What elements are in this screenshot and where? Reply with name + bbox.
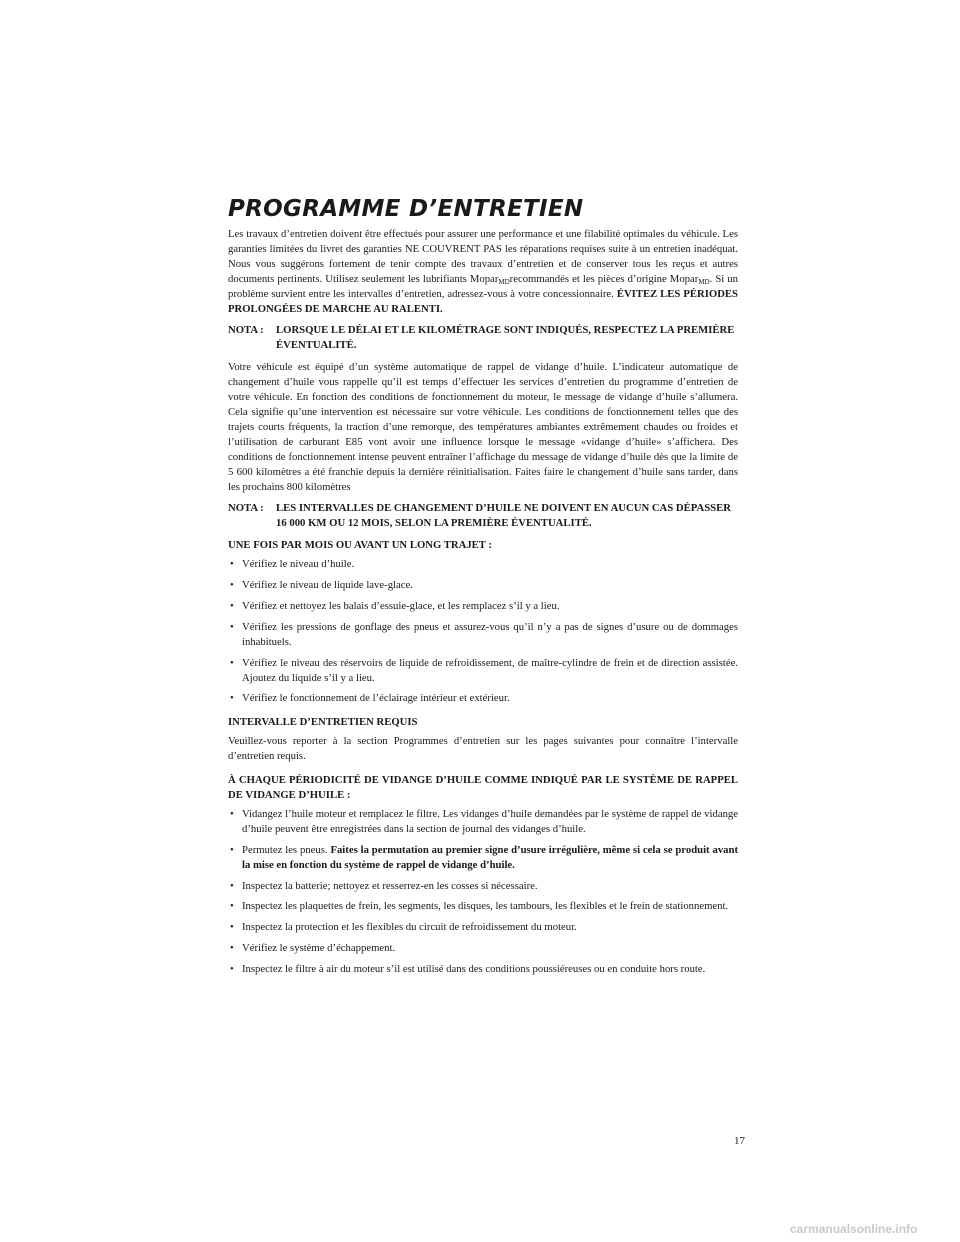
trademark-sub-1: MD: [498, 277, 510, 286]
list-item: [228, 599, 738, 614]
list-item-text: Vérifiez le système d’échappement.: [242, 942, 396, 955]
list-item: [228, 691, 738, 706]
list-item-text: Vérifiez le niveau des réservoirs de liquide de refroidissement, de maître-cylindre de frein et de direction assistée. Ajoutez du liquide s’il y a lieu.: [242, 656, 738, 684]
bullet-icon: •: [230, 579, 234, 592]
list-item: [228, 941, 738, 956]
page-title: PROGRAMME D’ENTRETIEN: [228, 196, 584, 222]
monthly-heading: UNE FOIS PAR MOIS OU AVANT UN LONG TRAJET :: [228, 539, 492, 552]
list-item-text: Vidangez l’huile moteur et remplacez le filtre. Les vidanges d’huile demandées par le système de rappel de vidange d’huile peuvent être enregistrées dans la section de journal des vidanges d’huile.: [242, 807, 738, 835]
list-item-text: Vérifiez le niveau d’huile.: [242, 558, 355, 571]
list-item: [228, 656, 738, 686]
bullet-icon: •: [230, 807, 234, 820]
list-item-text: Vérifiez le niveau de liquide lave-glace.: [242, 579, 413, 592]
bullet-icon: •: [230, 900, 234, 913]
nota-first-eventuality: [228, 323, 738, 353]
monthly-list: [228, 557, 738, 706]
interval-text: Veuillez-vous reporter à la section Programmes d’entretien sur les pages suivantes pour connaître l’intervalle d’entretien requis.: [228, 735, 738, 763]
nota-text: LORSQUE LE DÉLAI ET LE KILOMÉTRAGE SONT INDIQUÉS, RESPECTEZ LA PREMIÈRE ÉVENTUALITÉ.: [276, 324, 735, 352]
nota-label: NOTA :: [228, 324, 264, 337]
oil-change-heading: À CHAQUE PÉRIODICITÉ DE VIDANGE D’HUILE COMME INDIQUÉ PAR LE SYSTÈME DE RAPPEL DE VIDANGE D’HUILE :: [228, 774, 738, 801]
list-item: [228, 557, 738, 572]
bullet-icon: •: [230, 921, 234, 934]
trademark-sub-2: MD: [698, 277, 710, 286]
list-item-text: Inspectez le filtre à air du moteur s’il est utilisé dans des conditions poussiéreuses ou en conduite hors route.: [242, 963, 706, 976]
watermark: carmanualsonline.info: [790, 1222, 918, 1236]
list-item-text: Inspectez la protection et les flexibles du circuit de refroidissement du moteur.: [242, 921, 577, 934]
list-item: [228, 843, 738, 873]
nota-oil-interval: [228, 501, 738, 531]
list-item: [228, 620, 738, 650]
list-item: [228, 879, 738, 894]
list-item-bold-text: Faites la permutation au premier signe d’usure irrégulière, même si cela se produit avant la mise en fonction du système de rappel de vidange d’huile.: [242, 843, 739, 871]
intro-paragraph: [228, 227, 738, 316]
page-number: 17: [734, 1135, 745, 1147]
bullet-icon: •: [230, 843, 234, 856]
nota-label: NOTA :: [228, 502, 264, 515]
bullet-icon: •: [230, 942, 234, 955]
bullet-icon: •: [230, 599, 234, 612]
list-item-text: Vérifiez les pressions de gonflage des pneus et assurez-vous qu’il n’y a pas de signes d’usure ou de dommages inhabituels.: [242, 620, 738, 648]
document-page: [228, 196, 738, 983]
bullet-icon: •: [230, 558, 234, 571]
list-item-text: Inspectez les plaquettes de frein, les segments, les disques, les tambours, les flexibles et le frein de stationnement.: [242, 900, 729, 913]
list-item-text: Inspectez la batterie; nettoyez et resserrez-en les cosses si nécessaire.: [242, 879, 538, 892]
oil-change-list: [228, 807, 738, 977]
intro-text-1: Les travaux d’entretien doivent être effectués pour assurer une performance et une filabilité optimales du véhicule. Les garanties limitées du livret des garanties NE COUVRENT PAS les réparations requises suite à un entretien inadéquat. Nous vous suggérons fortement de tenir compte des travaux d’entretien et de conserver tous les reçus et autres documents pertinents. Utilisez seulement les lubrifiants Mopar: [228, 228, 738, 285]
list-item: [228, 578, 738, 593]
intro-warning: ÉVITEZ LES PÉRIODES PROLONGÉES DE MARCHE AU RALENTI.: [228, 287, 738, 315]
list-item-text: Vérifiez le fonctionnement de l’éclairage intérieur et extérieur.: [242, 692, 510, 705]
list-item: [228, 920, 738, 935]
bullet-icon: •: [230, 963, 234, 976]
oil-reminder-paragraph: Votre véhicule est équipé d’un système automatique de rappel de vidange d’huile. L’indicateur automatique de changement d’huile vous rappelle qu’il est temps d’effectuer les services d’entretien du programme d’entretien de votre véhicule. En fonction des conditions de fonctionnement du moteur, le message de vidange d’huile s’allumera. Cela signifie qu’une intervention est nécessaire sur votre véhicule. Les conditions de fonctionnement telles que des trajets courts fréquents, la traction d’une remorque, des températures ambiantes extrêmement chaudes ou froides et l’utilisation de carburant E85 vont avoir une influence lorsque le message «vidange d’huile» s’affichera. Des conditions de fonctionnement intense peuvent entraîner l’affichage du message de vidange d’huile dès que la limite de 5 600 kilomètres a été franchie depuis la dernière réinitialisation. Faites faire le changement d’huile sans tarder, dans les prochains 800 kilomètres: [228, 361, 738, 493]
intro-text-3: . Si un problème survient entre les intervalles d’entretien, adressez-vous à votre concessionnaire.: [228, 272, 738, 300]
interval-heading: INTERVALLE D’ENTRETIEN REQUIS: [228, 716, 418, 729]
list-item: [228, 899, 738, 914]
bullet-icon: •: [230, 620, 234, 633]
intro-text-2: recommandés et les pièces d’origine Mopar: [509, 272, 699, 285]
list-item-text: Permutez les pneus.: [242, 843, 331, 856]
bullet-icon: •: [230, 879, 234, 892]
nota-text: LES INTERVALLES DE CHANGEMENT D’HUILE NE DOIVENT EN AUCUN CAS DÉPASSER 16 000 KM OU 12 MOIS, SELON LA PREMIÈRE ÉVENTUALITÉ.: [276, 502, 731, 530]
bullet-icon: •: [230, 692, 234, 705]
bullet-icon: •: [230, 656, 234, 669]
list-item: [228, 807, 738, 837]
list-item: [228, 962, 738, 977]
list-item-text: Vérifiez et nettoyez les balais d’essuie-glace, et les remplacez s’il y a lieu.: [242, 599, 560, 612]
